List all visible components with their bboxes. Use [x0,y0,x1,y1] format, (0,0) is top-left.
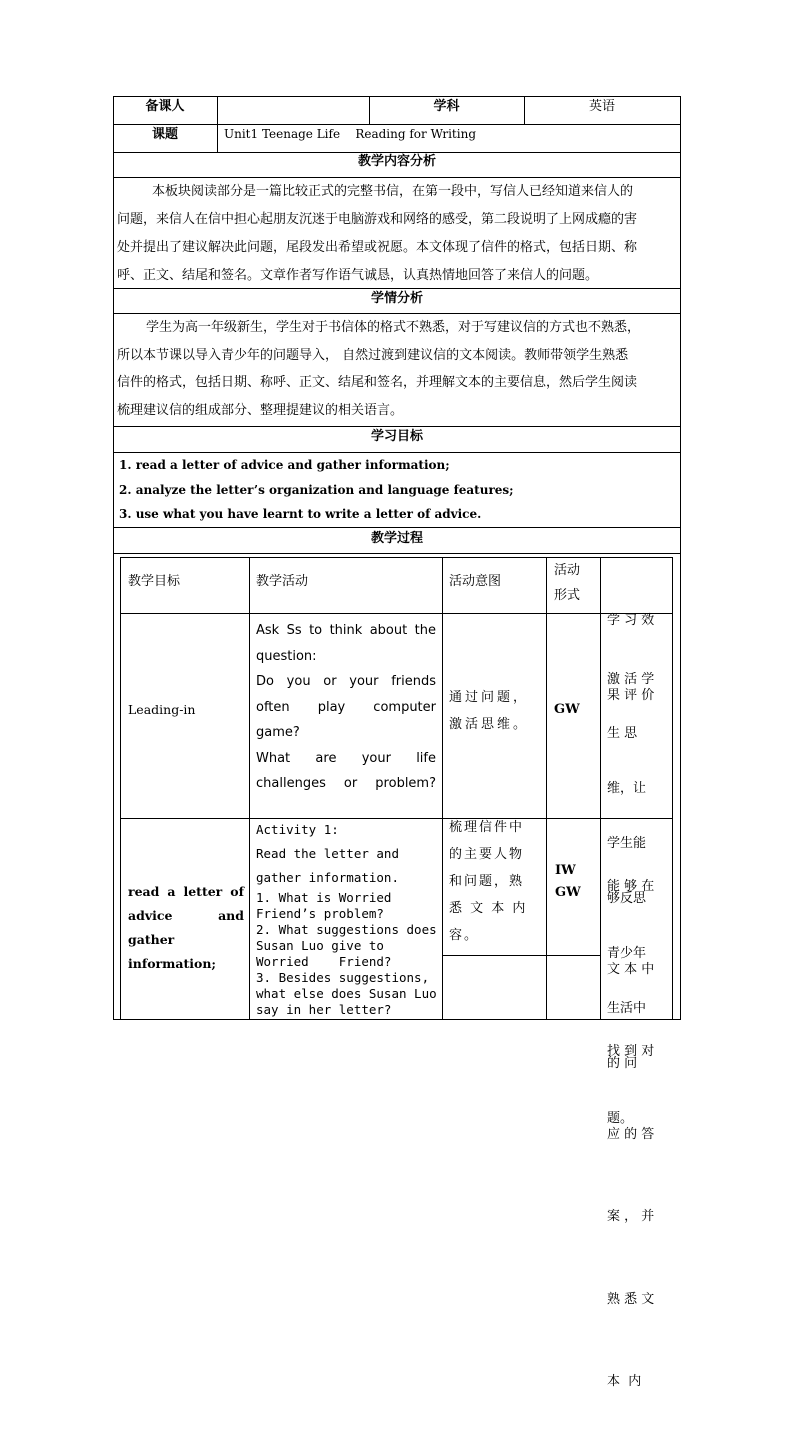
eval-line: 能 够 在 [607,879,655,894]
row2-form [555,860,595,904]
eval-line: 生活中 [607,1000,647,1016]
row2-intent [449,814,541,949]
activity-line: 2. What suggestions does [256,922,437,937]
activity-line: gather information. [256,870,399,885]
col-header-goal: 教学目标 [128,574,181,589]
eval-line: 维，让 [607,781,647,797]
process-title: 教学过程 [370,531,423,546]
col-header-activity: 教学活动 [256,574,309,589]
goal-line: advice and gather [128,908,244,947]
activity-line: Worried Friend? [256,954,392,969]
activity-line: Friend’s problem? [256,906,384,921]
intent-line: 悉 文 本 内 [449,901,528,916]
col-header-form [554,558,598,608]
intent-line: 激活思维。 [449,717,530,732]
topic-label: 课题 [151,127,178,142]
activity-line: 1. What is Worried [256,890,392,905]
student-analysis-body [114,314,680,426]
col-header-eval-2: 果 评 价 [607,688,655,703]
content-line: 问题，来信人在信中担心起朋友沉迷于电脑游戏和网络的感受，第二段说明了上网成瘾的害 [117,212,638,227]
student-line: 信件的格式，包括日期、称呼、正文、结尾和签名，并理解文本的主要信息，然后学生阅读 [117,375,638,390]
content-line: 处并提出了建议解决此问题，尾段发出希望或祝愿。本文体现了信件的格式，包括日期、称 [117,240,638,255]
form-line: GW [555,885,581,900]
eval-line: 文 本 中 [607,961,655,977]
eval-line: 够反思 [607,891,647,907]
topic-value: Unit1 Teenage Life Reading for Writing [224,127,477,141]
student-analysis-title: 学情分析 [370,291,423,306]
col-header-eval-1: 学 习 效 [607,613,655,628]
learning-goal-item: 3. use what you have learnt to write a letter of advice. [119,507,482,521]
activity-line: Do you or your friends [256,674,436,689]
row1-activity [256,618,436,797]
student-line: 所以本节课以导入青少年的问题导入， 自然过渡到建议信的文本阅读。教师带领学生熟悉 [117,347,629,363]
eval-line: 题。 [607,1110,634,1126]
content-analysis-body [114,178,680,288]
eval-line: 青少年 [607,946,647,962]
activity-line: say in her letter? [256,1002,392,1017]
intent-line: 和问题，熟 [449,874,525,889]
eval-line: 熟 悉 文 [607,1291,655,1307]
col-header-form-2: 形式 [554,588,581,603]
form-line: IW [555,863,576,878]
activity-line: Susan Luo give to [256,938,384,953]
row1-form: GW [554,702,580,717]
learning-goal-item: 2. analyze the letter’s organization and language features; [119,482,514,497]
activity-line: 3. Besides suggestions, [256,970,430,985]
eval-line: 生 思 [607,726,638,742]
activity-line: Activity 1: [256,822,339,837]
learning-goals-list [119,453,679,527]
subject-value: 英语 [588,99,615,114]
content-analysis-title: 教学内容分析 [357,154,436,169]
activity-line: what else does Susan Luo [256,986,437,1001]
subject-label: 学科 [433,99,460,114]
eval-line: 找 到 对 [607,1044,655,1059]
eval-line: 激 活 学 [607,671,655,687]
col-header-form-1: 活动 [554,563,581,578]
row1-intent [449,684,541,738]
student-line: 学生为高一年级新生，学生对于书信体的格式不熟悉，对于写建议信的方式也不熟悉， [146,320,641,335]
activity-line: challenges or problem? [256,776,436,791]
goal-line: read a letter of [128,884,244,899]
eval-line: 应 的 答 [607,1126,655,1142]
row2-goal [128,880,244,976]
intent-line: 容。 [449,928,480,943]
preparer-value[interactable] [218,97,369,124]
learning-goals-title: 学习目标 [370,429,423,444]
activity-line: Ask Ss to think about the [256,623,436,638]
activity-line: What are your life [256,750,436,766]
col-header-intent: 活动意图 [449,574,502,589]
learning-goal-item: 1. read a letter of advice and gather information; [119,458,450,472]
preparer-label: 备课人 [145,99,185,114]
intent-line: 的主要人物 [449,847,525,862]
activity-line: question: [256,648,317,664]
content-line: 呼、正文、结尾和签名。文章作者写作语气诚恳，认真热情地回答了来信人的问题。 [117,268,599,283]
row2-activity [256,818,438,1018]
intent-line: 通过问题， [449,690,530,705]
activity-line: often play computer [256,699,436,715]
activity-line: Read the letter and [256,846,399,861]
goal-line: information; [128,956,217,971]
row2-eval [607,818,669,1451]
student-line: 梳理建议信的组成部分、整理提建议的相关语言。 [117,402,404,418]
eval-line: 的 问 [607,1055,638,1071]
content-line: 本板块阅读部分是一篇比较正式的完整书信，在第一段中，写信人已经知道来信人的 [152,184,634,199]
eval-line: 学生能 [607,836,647,852]
activity-line: game? [256,725,300,740]
row1-goal: Leading-in [128,702,196,717]
eval-line: 本 内 [607,1374,642,1389]
intent-line: 梳理信件中 [449,820,525,835]
eval-line: 案 ， 并 [607,1209,655,1224]
